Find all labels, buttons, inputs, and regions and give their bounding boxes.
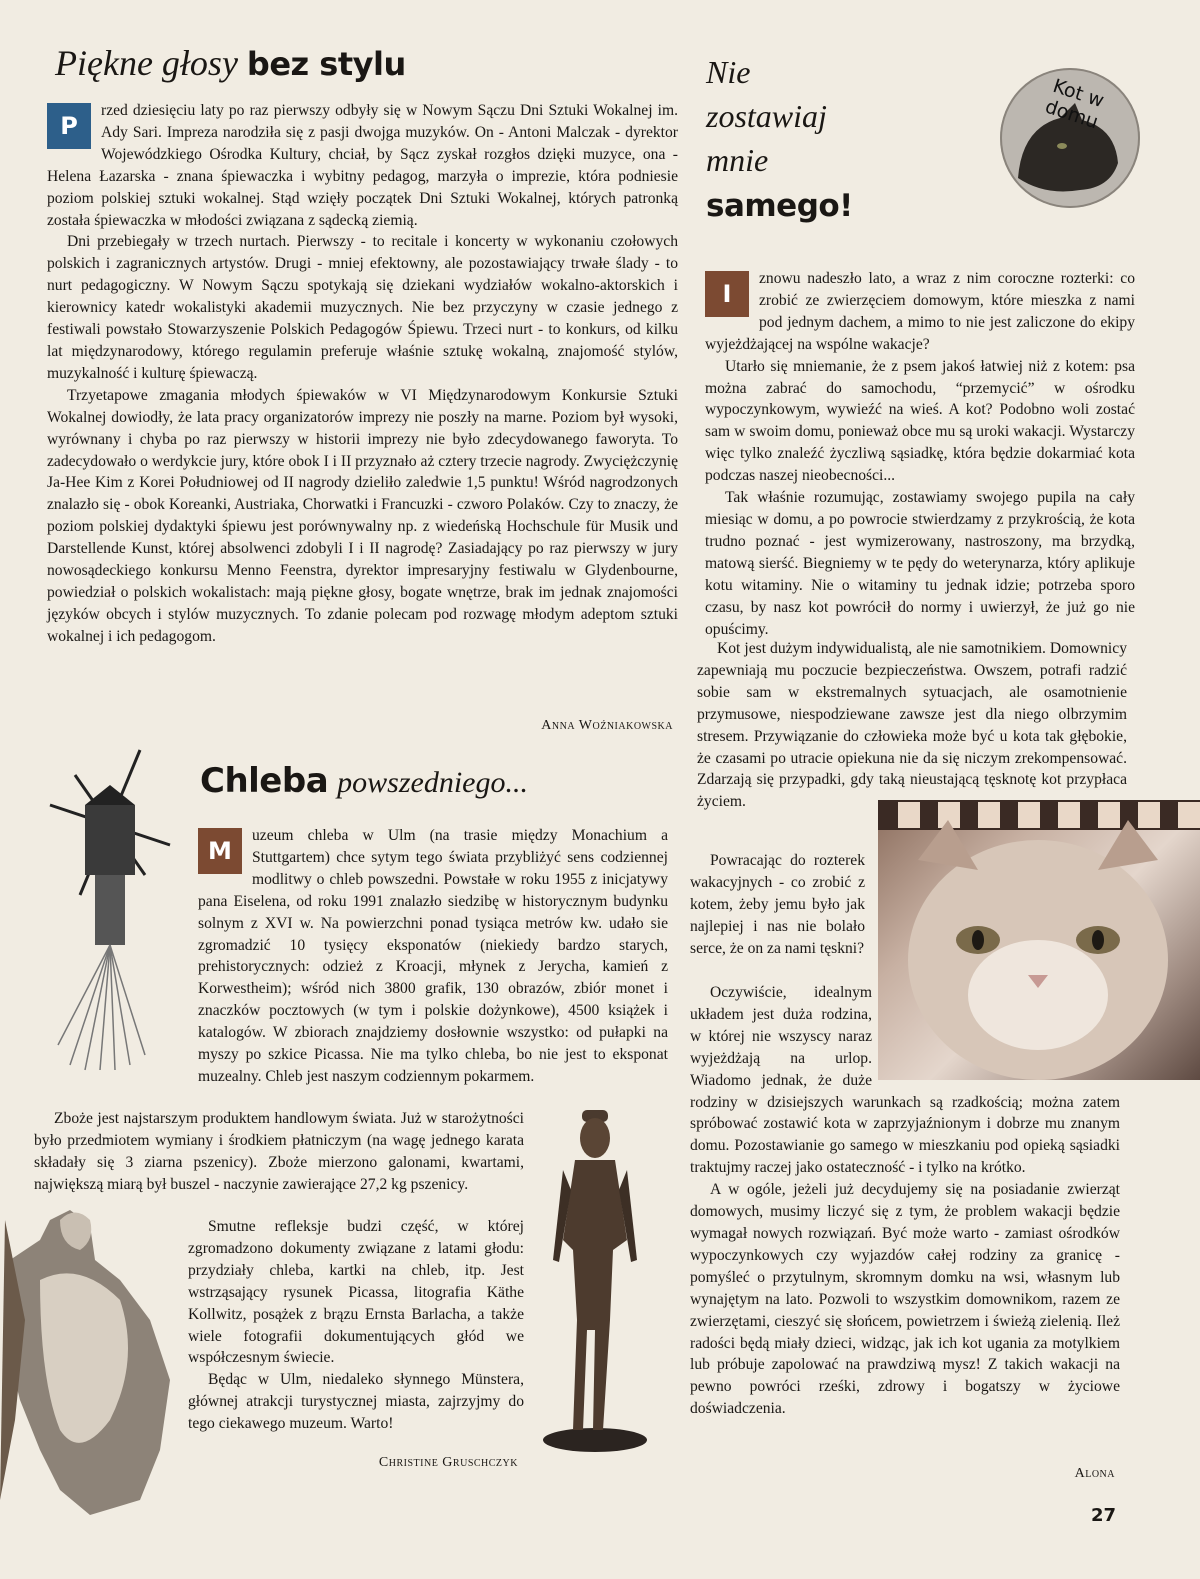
article-1-paragraph: Dni przebiegały w trzech nurtach. Pierwszy - to recitale i koncerty w wykonaniu czołowych polskich i zagranicznych artystów. Drugi - mniej efektowny, ale pozostawiający trwałe ślady - to nurt pedagogiczny. W Nowym Sączu spotykają się dziekani wydziałów wokalno-aktorskich i kierownicy katedr wokalistyki akademii muzycznych. Nie bez przyczyny w czasie jednego z festiwali powstało Stowarzyszenie Polskich Pedagogów Śpiewu. Trzeci nurt - to konkurs, od kilku lat międzynarodowy, którego regulamin preferuje właśnie sztukę wokalną, znajomość stylów, muzykalność i kulturę śpiewaczą. <box>47 233 678 382</box>
windmill-illustration <box>30 745 190 1075</box>
article-1-dropcap: P <box>47 103 91 149</box>
article-3-paragraph: Oczywiście, idealnym układem jest duża rodzina, w której nie wszyscy naraz wyjeżdżają na urlop. Wiadomo jednak, że duże rodziny w dzisiejszych warunkach są rzadkością; można zatem spróbować zostawić kota w zaprzyjaźnionym i dobrze mu znanym domu. Pozostawianie go samego w mieszkaniu pod opieką sąsiadki traktujmy raczej jako ostateczność - i tylko na krótko. <box>690 984 1120 1177</box>
article-2-author: Christine Gruschczyk <box>378 1455 518 1470</box>
article-2-body-top <box>198 825 668 1088</box>
article-3-title-line: mnie <box>706 142 769 178</box>
article-1-paragraph: Trzyetapowe zmagania młodych śpiewaków w VI Międzynarodowym Konkursie Sztuki Wokalnej dowiodły, że lata pracy organizatorów imprezy nie poszły na marne. Poziom był wysoki, wyrównany i chyba po raz pierwszy w historii imprezy nie było zdecydowanego faworyta. To zadecydowało o werdykcie jury, które obok I i II przyznało aż cztery trzecie nagrody. Zwyciężczynię Ja-Hee Kim z Korei Południowej od II nagrody dzieliło zaledwie 1,5 punktu! Wśród nagrodzonych znalazło się - obok Koreanki, Austriaka, Chorwatki i Francuzki - czworo Polaków. Czy to znaczy, że poziom polskiej dydaktyki śpiewu jest porównywalny np. z wiedeńską Hochschule für Musik und Darstellende Kunst, której absolwenci zdobyli I i II nagrodę? Zasiadający po raz pierwszy w jury nowosądeckiego konkursu Menno Feenstra, dyrektor impresaryjny festiwalu w Glydenbourne, powiedział o polskich wokalistach: mają piękne głosy, bogate wnętrze, brak im jednak znajomości języków obcych i stylów muzycznych. To zdanie polecam pod rozwagę młodym adeptom sztuki wokalnej i ich pedagogom. <box>47 386 678 645</box>
kot-w-domu-badge <box>1000 68 1140 208</box>
article-3-body-bottom <box>690 982 1120 1420</box>
badge-label: Kot w domu <box>1042 75 1107 134</box>
article-2-title <box>200 755 670 808</box>
article-1-paragraph: rzed dziesięciu laty po raz pierwszy odbyły się w Nowym Sączu Dni Sztuki Wokalnej im. Ady Sari. Impreza narodziła się z pasji dwojga muzyków. On - Antoni Malczak - dyrektor Wojewódzkiego Ośrodka Kultury, chciał, by Sącz zyskał rozgłos dzięki muzyce, ona - Helena Łazarska - znana śpiewaczka i wybitny pedagog, marzyła o imprezie, która podniesie poziom polskiej sztuki wokalnej. Stąd wzięły początek Dni Sztuki Wokalnej, których patronką została śpiewaczka w młodości związana z sądecką ziemią. <box>47 102 678 229</box>
article-3-paragraph: Tak właśnie rozumując, zostawiamy swojego pupila na cały miesiąc w domu, a po powrocie stwierdzamy z przykrością, że kota trudno poznać - jest wymizerowany, nastroszony, ma brzydką, matową sierść. Biegniemy w te pędy do weterynarza, który aplikuje kotu witaminy. Nie o witaminy tu jednak idzie; potrzeba sporo czasu, by nasz kot powrócił do normy i uwierzył, że już go nie opuścimy. <box>705 489 1135 638</box>
article-2-dropcap: M <box>198 828 242 874</box>
article-2-paragraph: uzeum chleba w Ulm (na trasie między Monachium a Stuttgartem) chce sytym tego świata przybliżyć sens codziennej modlitwy o chleb powszedni. Powstałe w roku 1955 z inicjatywy pana Eiselena, od roku 1991 znalazło siedzibę w historycznym budynku solnym z XVI w. Na powierzchni ponad tysiąca metrów kw. udało sie zgromadzić 10 tysięcy eksponatów (niekiedy bardzo starych, prehistorycznych: odzież z Kroacji, młynek z Jerycha, kamień z Korwestheim); wśród nich 3800 grafik, 130 obrazów, zbiór monet i znaczków pocztowych (w tym i polskie dożynkowe), 4500 książek i katalogów. W zbiorach znajdziemy dosłownie wszystko: od pułapki na myszy po szkice Picassa. Nie ma tylko chleba, bo nie jest to eksponat muzealny. Chleb jest naszym codziennym pokarmem. <box>198 827 668 1085</box>
article-3-paragraph: znowu nadeszło lato, a wraz z nim coroczne rozterki: co zrobić ze zwierzęciem domowym, które mieszka z nami pod jednym dachem, a mimo to nie jest zaliczone do ekipy wyjeżdżającej na wspólne wakacje? <box>705 270 1135 353</box>
article-3-title-line: Nie <box>706 54 751 90</box>
page-number: 27 <box>1090 1505 1116 1526</box>
article-3-body-narrow <box>690 850 865 960</box>
article-1-body <box>47 100 678 648</box>
article-3-body-middle <box>697 638 1127 813</box>
bronze-statue-illustration <box>535 1110 655 1455</box>
article-1-author: Anna Woźniakowska <box>541 718 673 733</box>
article-2-paragraph: Będąc w Ulm, niedaleko słynnego Münstera, głównej atrakcji turystycznej miasta, zajrzyjmy do tego ciekawego muzeum. Warto! <box>188 1371 524 1433</box>
article-1-title-italic: Piękne głosy <box>55 43 238 83</box>
article-2-title-italic: powszedniego... <box>337 766 528 799</box>
article-2-paragraph: Zboże jest najstarszym produktem handlowym świata. Już w starożytności było przedmiotem wymiany i środkiem płatniczym (na wagę jednego karata składały się 3 ziarna pszenicy). Zboże mierzono galonami, kwartami, największą miarą był buszel - naczynie zawierające 27,2 kg pszenicy. <box>34 1110 524 1193</box>
article-3-paragraph: A w ogóle, jeżeli już decydujemy się na posiadanie zwierząt domowych, musimy liczyć się z tym, że problem wakacji będzie wymagał nowych rozwiązań. Być może warto - zamiast ośrodków wypoczynkowych czy wyjazdów całej rodziny za granicę - pomyśleć o przytulnym, skromnym domku na wsi, własnym lub wynajętym na lato. Pozwoli to wszystkim domownikom, razem ze zwierzętami, cieszyć się słońcem, powietrzem i świeżą zielenią. Ileż radości będą miały dzieci, widząc, jak ich kot ugania za motylkiem lub próbuje zapolować na prawdziwą mysz! Z takich wakacji na pewno powróci rześki, zdrowy i bogatszy w życiowe doświadczenia. <box>690 1181 1120 1418</box>
article-1-title-bold: bez stylu <box>246 45 406 83</box>
photo-wrap-spacer <box>872 982 1120 1082</box>
article-3-paragraph: Powracając do rozterek wakacyjnych - co zrobić z kotem, żeby jemu było jak najlepiej i nas nie bolało serce, że on za nami tęskni? <box>690 852 865 957</box>
article-3-author: Alona <box>1074 1466 1115 1481</box>
article-3-paragraph: Utarło się mniemanie, że z psem jakoś łatwiej niż z kotem: psa można zabrać do samochodu, “przemycić” w ośrodku wypoczynkowym, wywieźć na wieś. A kot? Podobno woli zostać sam w swoim domu, ponieważ obce mu są uroki wakacji. Wystarczy więc tylko znaleźć życzliwą sąsiadkę, która będzie dokarmiać kota podczas naszej nieobecności... <box>705 357 1135 485</box>
article-3-paragraph: Kot jest dużym indywidualistą, ale nie samotnikiem. Domownicy zapewniają mu poczucie bezpieczeństwa. Owszem, potrafi radzić sobie sam w ekstremalnych sytuacjach, ale osamotnienie przymusowe, niespodziewane zawsze jest dla niego olbrzymim stresem. Przywiązanie do człowieka może być u kota tak głębokie, że czasami po utracie opiekuna nie da się niczym zrekompensować. Zdarzają się przypadki, gdy taką nieustającą tęsknotę kot przypłaca życiem. <box>697 640 1127 811</box>
article-2-body-bottom <box>188 1216 524 1435</box>
article-3-title-line: zostawiaj <box>706 98 827 134</box>
article-2-body-middle <box>34 1108 524 1196</box>
article-2-title-bold: Chleba <box>200 761 329 801</box>
article-3-body-top <box>705 268 1135 640</box>
article-1-title <box>55 38 695 89</box>
article-3-title <box>706 50 966 230</box>
article-2-paragraph: Smutne refleksje budzi część, w której zgromadzono dokumenty związane z latami głodu: przydziały chleba, kartki na chleb, itp. Jest wstrząsający rysunek Picassa, litografia Käthe Kollwitz, posążek z brązu Ernsta Barlacha, a także wiele fotografii dokumentujących głód we współczesnym świecie. <box>188 1218 524 1367</box>
baroque-figure-illustration <box>0 1200 180 1520</box>
article-3-title-line: samego! <box>706 188 853 224</box>
article-3-dropcap: I <box>705 271 749 317</box>
